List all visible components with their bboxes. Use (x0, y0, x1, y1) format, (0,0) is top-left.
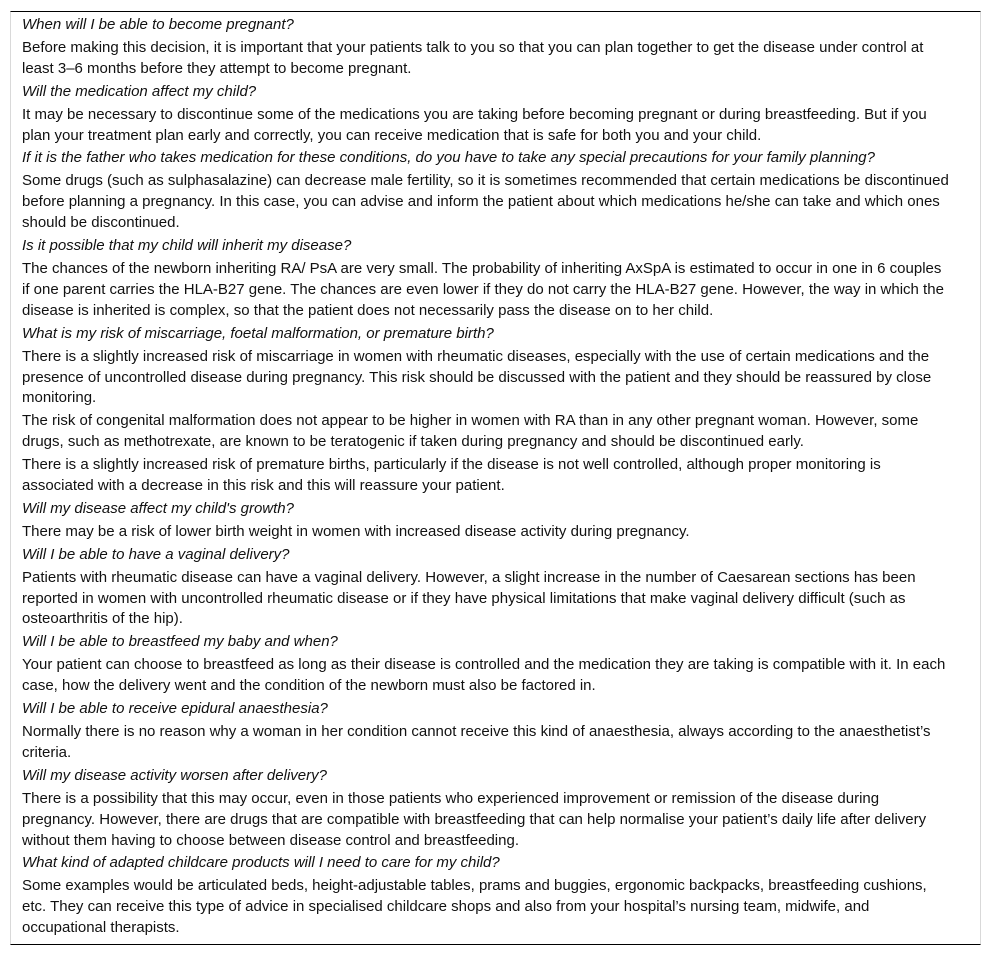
faq-question: Will my disease activity worsen after delivery? (22, 766, 327, 784)
faq-answer: Some drugs (such as sulphasalazine) can decrease male fertility, so it is sometimes recommended that certain medications be discontinued before planning a pregnancy. In this case, you can advise and inform the patient about which medications he/she can take and which ones should be discontinued. (22, 172, 949, 232)
faq-answer: There is a slightly increased risk of miscarriage in women with rheumatic diseases, especially with the use of certain medications and the presence of uncontrolled disease during pregnancy. This risk should be discussed with the patient and they should be reassured by close monitoring. (22, 347, 932, 407)
faq-question: What is my risk of miscarriage, foetal malformation, or premature birth? (22, 324, 494, 342)
faq-answer: There is a possibility that this may occur, even in those patients who experienced improvement or remission of the disease during pregnancy. However, there are drugs that are compatible with breastfeeding that can help normalise your patient’s daily life after delivery without them having to choose between disease control and breastfeeding. (22, 789, 927, 849)
faq-answer: It may be necessary to discontinue some of the medications you are taking before becoming pregnant or during breastfeeding. But if you plan your treatment plan early and correctly, you can receive medication that is safe for both you and your child. (22, 105, 927, 144)
faq-answer: Before making this decision, it is important that your patients talk to you so that you can plan together to get the disease under control at least 3–6 months before they attempt to become pregnant. (22, 38, 924, 77)
faq-answer: There may be a risk of lower birth weight in women with increased disease activity during pregnancy. (22, 522, 690, 540)
faq-question: What kind of adapted childcare products will I need to care for my child? (22, 854, 500, 872)
faq-answer: Your patient can choose to breastfeed as long as their disease is controlled and the medication they are taking is compatible with it. In each case, how the delivery went and the condition of the newborn must also be factored in. (22, 656, 946, 695)
faq-question: Will I be able to have a vaginal delivery? (22, 545, 290, 563)
faq-answer: The risk of congenital malformation does not appear to be higher in women with RA than in any other pregnant woman. However, some drugs, such as methotrexate, are known to be teratogenic if taken during pregnancy and should be discontinued early. (22, 412, 919, 451)
faq-question: Will the medication affect my child? (22, 82, 257, 100)
faq-question: When will I be able to become pregnant? (22, 16, 294, 33)
faq-answer: Patients with rheumatic disease can have a vaginal delivery. However, a slight increase in the number of Caesarean sections has been reported in women with uncontrolled rheumatic disease or if they have physical limitations that make vaginal delivery difficult (such as osteoarthritis of the hip). (22, 568, 916, 628)
faq-question: Will I be able to breastfeed my baby and when? (22, 633, 338, 651)
faq-question: Will my disease affect my child's growth? (22, 499, 294, 517)
faq-question: Will I be able to receive epidural anaesthesia? (22, 700, 328, 718)
faq-question: Is it possible that my child will inherit my disease? (22, 237, 352, 255)
faq-table (10, 11, 981, 945)
faq-answer: There is a slightly increased risk of premature births, particularly if the disease is not well controlled, although proper monitoring is associated with a decrease in this risk and this will reassure your patient. (22, 456, 881, 495)
faq-question: If it is the father who takes medication for these conditions, do you have to take any special precautions for your family planning? (22, 149, 875, 167)
faq-answer: The chances of the newborn inheriting RA/ PsA are very small. The probability of inheriting AxSpA is estimated to occur in one in 6 couples if one parent carries the HLA-B27 gene. The chances are even lower if they do not carry the HLA-B27 gene. However, the way in which the disease is inherited is complex, so that the patient does not necessarily pass the disease on to her child. (22, 259, 944, 319)
faq-answer: Some examples would be articulated beds, height-adjustable tables, prams and buggies, ergonomic backpacks, breastfeeding cushions, etc. They can receive this type of advice in specialised childcare shops and also from your hospital’s nursing team, midwife, and occupational therapists. (22, 877, 927, 937)
faq-answer: Normally there is no reason why a woman in her condition cannot receive this kind of anaesthesia, always according to the anaesthetist’s criteria. (22, 723, 931, 761)
